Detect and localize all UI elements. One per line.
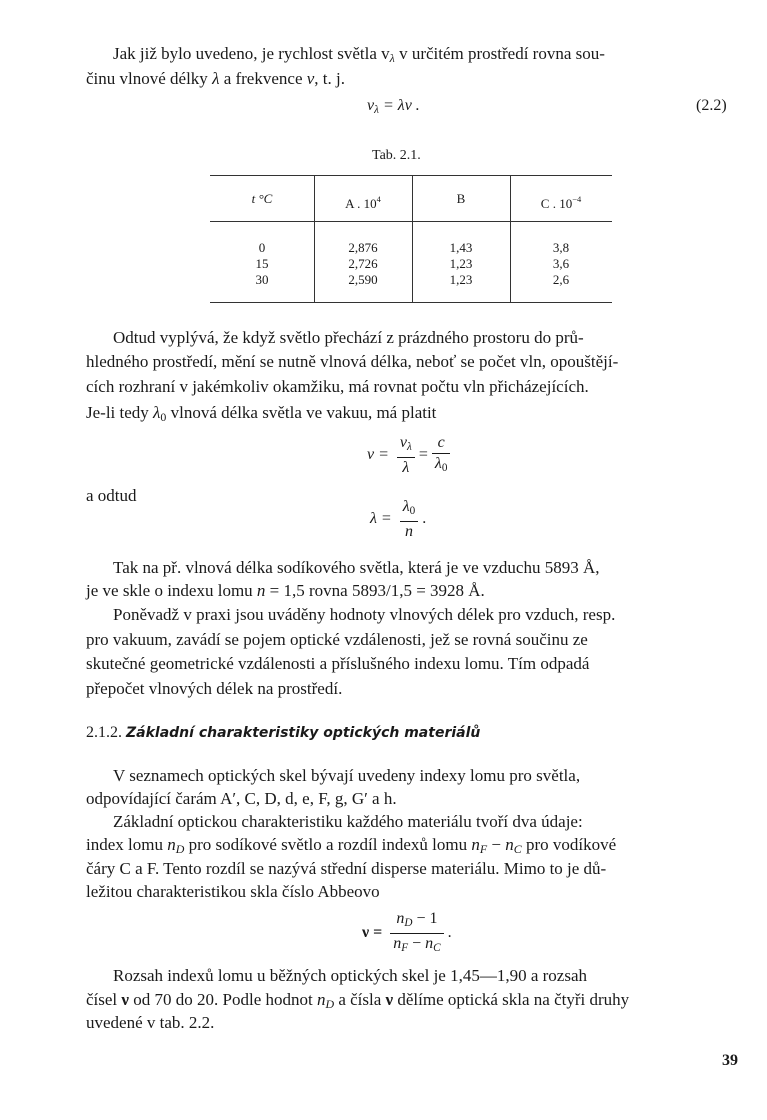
- para5-text-c: pro vodíkové: [521, 835, 617, 854]
- table-column-b: [412, 240, 510, 288]
- eq-tail: .: [447, 924, 452, 942]
- header-a: A . 10: [345, 196, 377, 211]
- para2-text-b: = 1,5 rovna 5893/1,5 = 3928 Å.: [265, 581, 485, 600]
- equation-2-2: [367, 97, 420, 116]
- frac-num-rest: − 1: [412, 910, 438, 927]
- frac-den: λ: [434, 455, 442, 472]
- table-cell: 3,6: [552, 256, 570, 271]
- lambda-zero-sub: 0: [160, 410, 167, 424]
- para3-line-3: skutečné geometrické vzdálenosti a příslušného indexu lomu. Tím odpadá: [86, 654, 590, 673]
- n-sub: C: [513, 842, 522, 856]
- section-heading: [86, 724, 480, 742]
- frac-num-sub: 0: [409, 505, 416, 517]
- table-cell: 0: [258, 240, 266, 255]
- table-cell: 2,726: [348, 256, 378, 271]
- para5-line-1: Základní optickou charakteristiku každého materiálu tvoří dva údaje:: [113, 812, 583, 831]
- table-top-rule: [210, 175, 612, 176]
- table-header-cell: [412, 191, 510, 207]
- eq22-lhs-sub: λ: [374, 104, 379, 116]
- eq22-lhs: v: [367, 97, 375, 114]
- equation-abbe: [362, 910, 452, 957]
- para1-text-4a: Je-li tedy: [86, 403, 154, 422]
- para6-text-b: od 70 do 20. Podle hodnot: [129, 990, 317, 1009]
- table-bottom-rule: [210, 302, 612, 303]
- frac-num-n: n: [396, 910, 405, 927]
- table-cell: 1,23: [449, 256, 473, 271]
- para2-line-2: [86, 581, 485, 601]
- para6-line-3: uvedené v tab. 2.2.: [86, 1013, 215, 1032]
- frac-den-n1: n: [393, 935, 402, 952]
- lambda-symbol: λ: [212, 69, 220, 88]
- para2-text-a: je ve skle o indexu lomu: [86, 581, 257, 600]
- table-cell: 30: [255, 272, 269, 287]
- header-a-exp: 4: [376, 194, 381, 204]
- frac-den: n: [405, 523, 413, 540]
- table-column-c: [510, 240, 612, 288]
- header-c: C . 10: [540, 196, 573, 211]
- para2-line-1: Tak na př. vlnová délka sodíkového světla, která je ve vzduchu 5893 Å,: [113, 558, 600, 577]
- frac-den: λ: [402, 459, 410, 476]
- n-sub: D: [325, 997, 335, 1011]
- nu-symbol: ν: [385, 990, 394, 1009]
- n-symbol: n: [167, 835, 176, 854]
- eq-lambda-lhs: λ =: [370, 510, 396, 528]
- para3-line-4: přepočet vlnových délek na prostředí.: [86, 679, 343, 698]
- table-header-cell: [210, 191, 314, 207]
- nu-symbol: ν: [121, 990, 130, 1009]
- frac-num-sub: D: [404, 917, 413, 929]
- frac-num: c: [432, 434, 451, 454]
- a-odtud: a odtud: [86, 486, 137, 505]
- frac-den-sub1: F: [401, 942, 409, 954]
- table-cell: 2,876: [348, 240, 378, 255]
- eq22-rhs: = λν .: [378, 97, 420, 114]
- fraction: [397, 434, 415, 477]
- n-symbol: n: [316, 990, 326, 1009]
- frac-num: λ: [402, 498, 410, 515]
- table-header-cell: [314, 191, 412, 212]
- table-cell: 3,8: [552, 240, 570, 255]
- table-cell: 15: [255, 256, 269, 271]
- para5-text-a: index lomu: [86, 835, 168, 854]
- intro-text-1: Jak již bylo uvedeno, je rychlost světla v: [113, 44, 390, 63]
- n-sub: F: [479, 842, 488, 856]
- para4-line-2: odpovídající čarám A′, C, D, d, e, F, g, G′ a h.: [86, 789, 397, 808]
- para1-text-4b: vlnová délka světla ve vakuu, má platit: [166, 403, 437, 422]
- n-sub: D: [175, 842, 185, 856]
- table-column-a: [314, 240, 412, 288]
- frac-num: v: [399, 434, 408, 451]
- table-cell: 2,6: [552, 272, 570, 287]
- eq-tail: .: [422, 510, 427, 528]
- frac-den-sub2: C: [433, 942, 441, 954]
- nu-symbol: ν: [306, 69, 315, 88]
- header-c-exp: −4: [572, 194, 582, 204]
- para4-line-1: V seznamech optických skel bývají uvedeny indexy lomu pro světla,: [113, 766, 581, 785]
- table-cell: 1,43: [449, 240, 473, 255]
- table-caption: Tab. 2.1.: [372, 148, 421, 163]
- para5-line-2: [86, 835, 616, 859]
- intro-line-1: [113, 44, 605, 68]
- intro-text-2a: činu vlnové délky: [86, 69, 213, 88]
- para6-line-1: Rozsah indexů lomu u běžných optických skel je 1,45—1,90 a rozsah: [113, 966, 587, 985]
- para1-line-4: [86, 403, 436, 427]
- n-symbol: n: [471, 835, 480, 854]
- table-header-cell: [510, 191, 612, 212]
- fraction: [390, 910, 443, 957]
- equals-sign: =: [418, 446, 428, 464]
- table-header-rule: [210, 221, 612, 222]
- equation-nu: [367, 434, 454, 477]
- header-t: t °C: [251, 191, 273, 206]
- table-cell: 2,590: [348, 272, 378, 287]
- intro-text-1b: v určitém prostředí rovna sou-: [394, 44, 605, 63]
- equation-number: (2.2): [696, 97, 727, 114]
- para1-line-3: cích rozhraní v jakémkoliv okamžiku, má rovnat počtu vln přicházejících.: [86, 377, 589, 396]
- para6-line-2: [86, 990, 629, 1014]
- para6-text-c: a čísla: [334, 990, 386, 1009]
- para1-line-1: Odtud vyplývá, že když světlo přechází z prázdného prostoru do prů-: [113, 328, 584, 347]
- frac-num-sub: λ: [407, 441, 412, 453]
- intro-text-2c: , t. j.: [314, 69, 345, 88]
- intro-line-2: [86, 69, 345, 89]
- table-2-1: [210, 175, 612, 303]
- para3-line-2: pro vakuum, zavádí se pojem optické vzdálenosti, jež se rovná součinu ze: [86, 630, 588, 649]
- frac-den-n2: n: [425, 935, 434, 952]
- para5-line-3: čáry C a F. Tento rozdíl se nazývá střední disperse materiálu. Mimo to je dů-: [86, 859, 607, 878]
- eq-abbe-lhs: ν =: [362, 924, 387, 942]
- n-symbol: n: [505, 835, 514, 854]
- para1-line-2: hledného prostředí, mění se nutně vlnová délka, neboť se počet vln, opouštějí-: [86, 352, 619, 371]
- section-number: 2.1.2.: [86, 724, 122, 741]
- header-b: B: [456, 191, 466, 206]
- fraction: [400, 498, 419, 541]
- page-number: 39: [722, 1052, 738, 1069]
- v-lambda-subscript: λ: [389, 51, 395, 65]
- lambda-zero-symbol: λ: [153, 403, 161, 422]
- table-cell: 1,23: [449, 272, 473, 287]
- equation-lambda: [370, 498, 426, 541]
- para5-line-4: ležitou charakteristikou skla číslo Abbeovo: [86, 882, 380, 901]
- table-column-t: [210, 240, 314, 288]
- para5-text-b: pro sodíkové světlo a rozdíl indexů lomu: [184, 835, 472, 854]
- fraction: [432, 434, 451, 477]
- eq-nu-lhs: ν =: [367, 446, 393, 464]
- frac-den-sub: 0: [441, 462, 448, 474]
- para6-text-d: dělíme optická skla na čtyři druhy: [393, 990, 630, 1009]
- n-symbol: n: [256, 581, 266, 600]
- minus-sign: −: [487, 835, 506, 854]
- minus-sign: −: [408, 935, 426, 952]
- section-title: Základní charakteristiky optických materiálů: [126, 725, 481, 741]
- para3-line-1: Poněvadž v praxi jsou uváděny hodnoty vlnových délek pro vzduch, resp.: [113, 605, 616, 624]
- para6-text-a: čísel: [86, 990, 122, 1009]
- intro-text-2b: a frekvence: [219, 69, 307, 88]
